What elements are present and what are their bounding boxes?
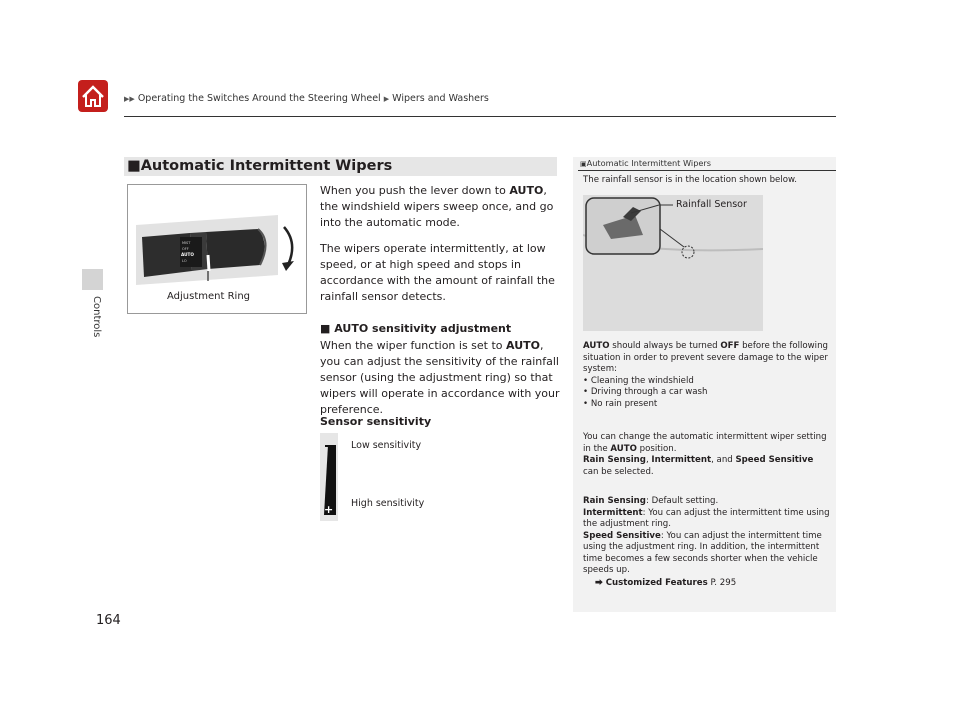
notes-rule (578, 170, 836, 171)
rainfall-sensor-figure (583, 195, 763, 331)
header-rule (124, 116, 836, 117)
square-bullet-icon: ■ (320, 322, 335, 335)
notes-settings: You can change the automatic intermittent wiper setting in the AUTO position. Rain Sensing, Intermittent, and Speed Sensitive can be selected. (583, 432, 827, 477)
sensor-sensitivity-heading: Sensor sensitivity (320, 415, 432, 428)
note-icon: ▣ (580, 160, 587, 168)
high-sensitivity-label: High sensitivity (351, 498, 425, 509)
square-bullet-icon: ■ (127, 158, 141, 174)
body-text-intro: When you push the lever down to AUTO, the windshield wipers sweep once, and go into the automatic mode. The wipers operate intermittently, at low speed, or at high speed and stops in accordance with the amount of rainfall the rainfall sensor detects. (320, 184, 555, 303)
home-button[interactable] (78, 80, 108, 112)
home-icon (78, 80, 108, 112)
list-item: • No rain present (583, 398, 658, 409)
breadcrumb-link-2[interactable]: Wipers and Washers (392, 93, 489, 104)
svg-text:+: + (324, 503, 334, 516)
sensitivity-scale-graphic (320, 433, 338, 521)
body-text-sensitivity: When the wiper function is set to AUTO, you can adjust the sensitivity of the rainfall sensor (using the adjustment ring) so that wipers will operate in accordance with your preference. (320, 339, 560, 416)
breadcrumb-link-1[interactable]: Operating the Switches Around the Steering Wheel (137, 93, 381, 104)
low-sensitivity-label: Low sensitivity (351, 440, 422, 451)
breadcrumb-arrow-icon: ▶ (383, 95, 390, 103)
rainfall-sensor-label: Rainfall Sensor (676, 199, 747, 210)
sensitivity-scale (320, 433, 338, 521)
svg-text:OFF: OFF (182, 247, 189, 251)
breadcrumb (124, 93, 489, 104)
adjustment-ring-label: Adjustment Ring (167, 291, 251, 302)
cross-reference-link[interactable]: ⮕ Customized Features P. 295 (595, 577, 737, 588)
svg-text:LO: LO (182, 259, 187, 263)
section-title: ■Automatic Intermittent Wipers (127, 158, 393, 174)
notes-intro: The rainfall sensor is in the location shown below. (583, 175, 797, 185)
notes-modes: Rain Sensing: Default setting. Intermittent: You can adjust the intermittent time using the adjustment ring. Speed Sensitive: You can adjust the intermittent time using the adjustment ring. In addition, the intermittent time becomes a few seconds shorter when the vehicle speeds up. ⮕ Customized Features P. 295 (583, 496, 830, 588)
page-number: 164 (96, 613, 121, 628)
rainfall-sensor-illustration (583, 195, 763, 331)
svg-text:AUTO: AUTO (181, 252, 194, 257)
side-tab-marker (82, 269, 103, 290)
notes-warning: AUTO should always be turned OFF before the following situation in order to prevent severe damage to the wiper system: • Cleaning the windshield • Driving through a car wash • No rain present (583, 341, 830, 410)
link-arrow-icon: ⮕ (595, 577, 603, 587)
notes-heading: ▣Automatic Intermittent Wipers (580, 158, 712, 168)
bullet-list (583, 376, 830, 411)
side-tab-label[interactable]: Controls (91, 296, 102, 338)
list-item: • Cleaning the windshield (583, 375, 694, 386)
svg-text:MIST: MIST (182, 241, 191, 245)
list-item: • Driving through a car wash (583, 387, 708, 397)
breadcrumb-arrow-icon: ▶▶ (124, 95, 135, 103)
subheading-auto-sensitivity: ■ AUTO sensitivity adjustment (320, 322, 512, 335)
